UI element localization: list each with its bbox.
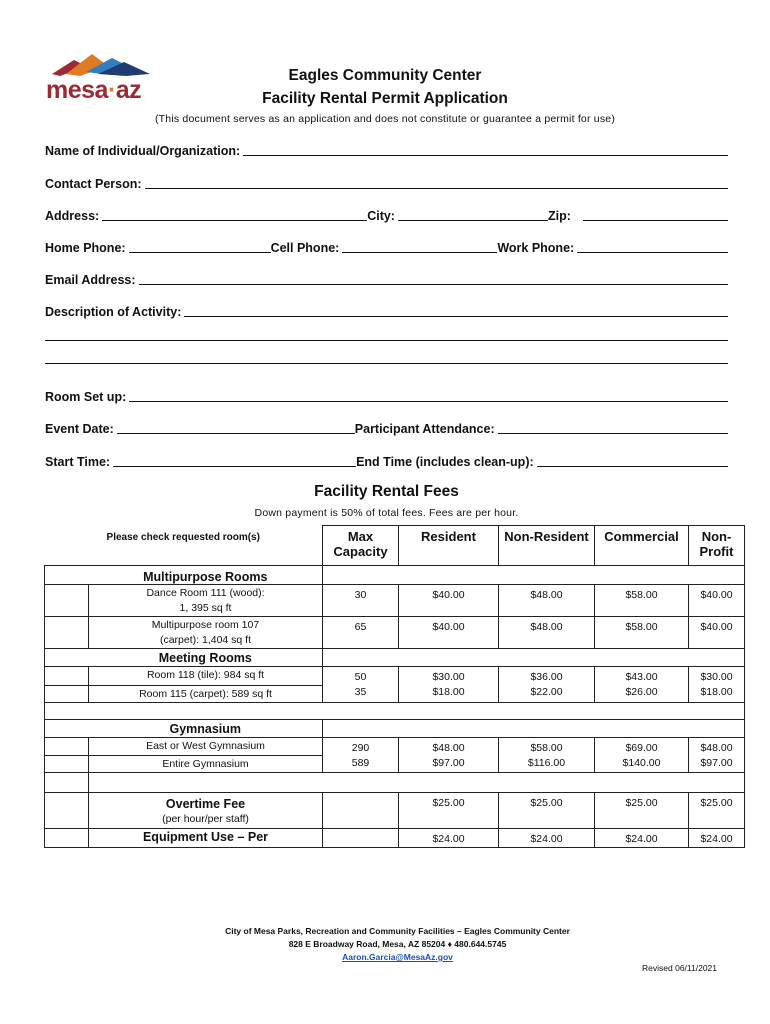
non-profit-fee: $40.00	[689, 585, 745, 617]
commercial-fee: $69.00	[595, 737, 689, 756]
section-meeting: Meeting Rooms	[158, 651, 252, 665]
capacity-value: 65	[323, 617, 399, 649]
section-multipurpose: Multipurpose Rooms	[89, 566, 323, 585]
room-checkbox-dance-111[interactable]	[45, 585, 89, 617]
contact-label: Contact Person:	[45, 177, 142, 191]
name-label: Name of Individual/Organization:	[45, 144, 241, 158]
event-date-row	[45, 418, 728, 436]
table-row-overtime	[45, 793, 745, 829]
check-rooms-header: Please check requested room(s)	[106, 531, 260, 543]
footer-address: 828 E Broadway Road, Mesa, AZ 85204 ♦ 480.644.5745	[288, 939, 507, 949]
table-row-equipment	[45, 829, 745, 848]
room-checkbox-room-115[interactable]	[45, 685, 89, 702]
fees-note: Down payment is 50% of total fees. Fees are per hour.	[254, 507, 519, 519]
attendance-label: Participant Attendance:	[354, 422, 495, 436]
commercial-fee: $140.00	[595, 756, 689, 773]
room-checkbox-room-118[interactable]	[45, 667, 89, 686]
home-phone-field[interactable]	[129, 238, 271, 253]
commercial-fee: $58.00	[595, 617, 689, 649]
commercial-fee: $24.00	[595, 829, 689, 848]
table-row	[45, 585, 745, 617]
table-row	[45, 737, 745, 756]
event-date-field[interactable]	[117, 419, 355, 434]
work-phone-field[interactable]	[577, 238, 728, 253]
logo-wordmark: mesa·az	[46, 76, 142, 104]
zip-label: Zip:	[547, 209, 571, 223]
resident-fee: $97.00	[399, 756, 499, 773]
email-row	[45, 269, 728, 287]
city-label: City:	[367, 209, 395, 223]
table-row	[45, 756, 745, 773]
non-profit-fee: $24.00	[689, 829, 745, 848]
email-field[interactable]	[139, 270, 728, 285]
time-row	[45, 451, 728, 469]
room-name: Room 115 (carpet): 589 sq ft	[89, 685, 323, 702]
capacity-value: 35	[323, 685, 399, 702]
room-name: Room 118 (tile): 984 sq ft	[89, 667, 323, 686]
capacity-value: 589	[323, 756, 399, 773]
attendance-field[interactable]	[498, 419, 728, 434]
capacity-header-line1: Max	[347, 529, 374, 544]
cell-phone-field[interactable]	[342, 238, 497, 253]
activity-continuation-line-2[interactable]	[45, 363, 728, 364]
non-profit-fee: $30.00	[689, 667, 745, 686]
room-name: East or West Gymnasium	[89, 737, 323, 756]
contact-field[interactable]	[145, 174, 728, 189]
non-resident-header: Non-Resident	[499, 526, 595, 566]
zip-field[interactable]	[583, 206, 728, 221]
non-resident-fee: $22.00	[499, 685, 595, 702]
resident-fee: $25.00	[399, 793, 499, 829]
capacity-value: 50	[323, 667, 399, 686]
room-setup-field[interactable]	[129, 387, 728, 402]
revised-date: Revised 06/11/2021	[642, 963, 717, 973]
room-checkbox-entire-gym[interactable]	[45, 756, 89, 773]
cell-phone-label: Cell Phone:	[270, 241, 340, 255]
commercial-fee: $58.00	[595, 585, 689, 617]
commercial-fee: $43.00	[595, 667, 689, 686]
resident-fee: $48.00	[399, 737, 499, 756]
fees-table	[44, 525, 745, 848]
center-name-title: Eagles Community Center	[288, 67, 482, 84]
address-label: Address:	[45, 209, 100, 223]
resident-fee: $40.00	[399, 617, 499, 649]
disclaimer-note: (This document serves as an application and does not constitute or guarantee a permit for use)	[154, 113, 616, 125]
non-profit-fee: $97.00	[689, 756, 745, 773]
city-field[interactable]	[398, 206, 548, 221]
mesa-az-logo	[46, 50, 156, 106]
capacity-value: 290	[323, 737, 399, 756]
spacer-row	[45, 702, 745, 719]
phone-row	[45, 237, 728, 255]
non-profit-fee: $18.00	[689, 685, 745, 702]
spacer-row	[45, 773, 745, 793]
non-profit-header: Non-Profit	[689, 526, 745, 566]
non-resident-fee: $36.00	[499, 667, 595, 686]
form-title: Facility Rental Permit Application	[262, 90, 508, 107]
email-label: Email Address:	[45, 273, 136, 287]
end-time-label: End Time (includes clean-up):	[356, 455, 534, 469]
commercial-fee: $26.00	[595, 685, 689, 702]
overtime-sub-label: (per hour/per staff)	[162, 813, 249, 825]
address-row	[45, 205, 728, 223]
start-time-field[interactable]	[113, 452, 356, 467]
table-row	[45, 617, 745, 649]
non-resident-fee: $116.00	[499, 756, 595, 773]
home-phone-label: Home Phone:	[45, 241, 126, 255]
start-time-label: Start Time:	[45, 455, 111, 469]
capacity-header-line2: Capacity	[333, 544, 388, 559]
resident-fee: $40.00	[399, 585, 499, 617]
footer-org: City of Mesa Parks, Recreation and Community Facilities – Eagles Community Center	[225, 926, 570, 936]
non-resident-fee: $48.00	[499, 585, 595, 617]
section-row-meeting	[45, 649, 745, 667]
non-resident-fee: $58.00	[499, 737, 595, 756]
commercial-header: Commercial	[595, 526, 689, 566]
overtime-label: Overtime Fee	[165, 797, 246, 811]
room-name: Dance Room 111 (wood): 1, 395 sq ft	[89, 585, 323, 617]
room-checkbox-overtime[interactable]	[45, 793, 89, 829]
room-checkbox-equipment[interactable]	[45, 829, 89, 848]
non-resident-fee: $48.00	[499, 617, 595, 649]
activity-field[interactable]	[184, 302, 728, 317]
contact-row	[45, 173, 728, 191]
non-profit-fee: $25.00	[689, 793, 745, 829]
fees-header-row	[45, 526, 745, 566]
non-profit-fee: $48.00	[689, 737, 745, 756]
event-date-label: Event Date:	[45, 422, 114, 436]
footer	[45, 925, 750, 964]
section-row-gym	[45, 719, 745, 737]
activity-continuation-line-1[interactable]	[45, 340, 728, 341]
fees-title: Facility Rental Fees	[314, 483, 459, 500]
room-name: Multipurpose room 107 (carpet): 1,404 sq ft	[89, 617, 323, 649]
room-setup-row	[45, 386, 728, 404]
work-phone-label: Work Phone:	[497, 241, 575, 255]
non-resident-fee: $25.00	[499, 793, 595, 829]
room-name: Entire Gymnasium	[89, 756, 323, 773]
section-gym: Gymnasium	[169, 721, 242, 736]
activity-row	[45, 301, 728, 319]
room-setup-label: Room Set up:	[45, 390, 127, 404]
overtime-label-cell	[89, 793, 323, 829]
section-row-multipurpose	[45, 566, 745, 585]
end-time-field[interactable]	[537, 452, 728, 467]
capacity-value: 30	[323, 585, 399, 617]
resident-header: Resident	[399, 526, 499, 566]
address-field[interactable]	[102, 206, 367, 221]
name-field[interactable]	[243, 141, 728, 156]
room-checkbox-multipurpose-107[interactable]	[45, 617, 89, 649]
contact-email-link[interactable]: Aaron.Garcia@MesaAz.gov	[342, 952, 453, 962]
capacity-header	[323, 526, 399, 566]
non-profit-fee: $40.00	[689, 617, 745, 649]
table-row	[45, 685, 745, 702]
room-checkbox-half-gym[interactable]	[45, 737, 89, 756]
activity-label: Description of Activity:	[45, 305, 182, 319]
name-row	[45, 140, 728, 158]
resident-fee: $18.00	[399, 685, 499, 702]
non-resident-fee: $24.00	[499, 829, 595, 848]
commercial-fee: $25.00	[595, 793, 689, 829]
equipment-label: Equipment Use – Per	[89, 829, 323, 848]
resident-fee: $30.00	[399, 667, 499, 686]
resident-fee: $24.00	[399, 829, 499, 848]
table-row	[45, 667, 745, 686]
